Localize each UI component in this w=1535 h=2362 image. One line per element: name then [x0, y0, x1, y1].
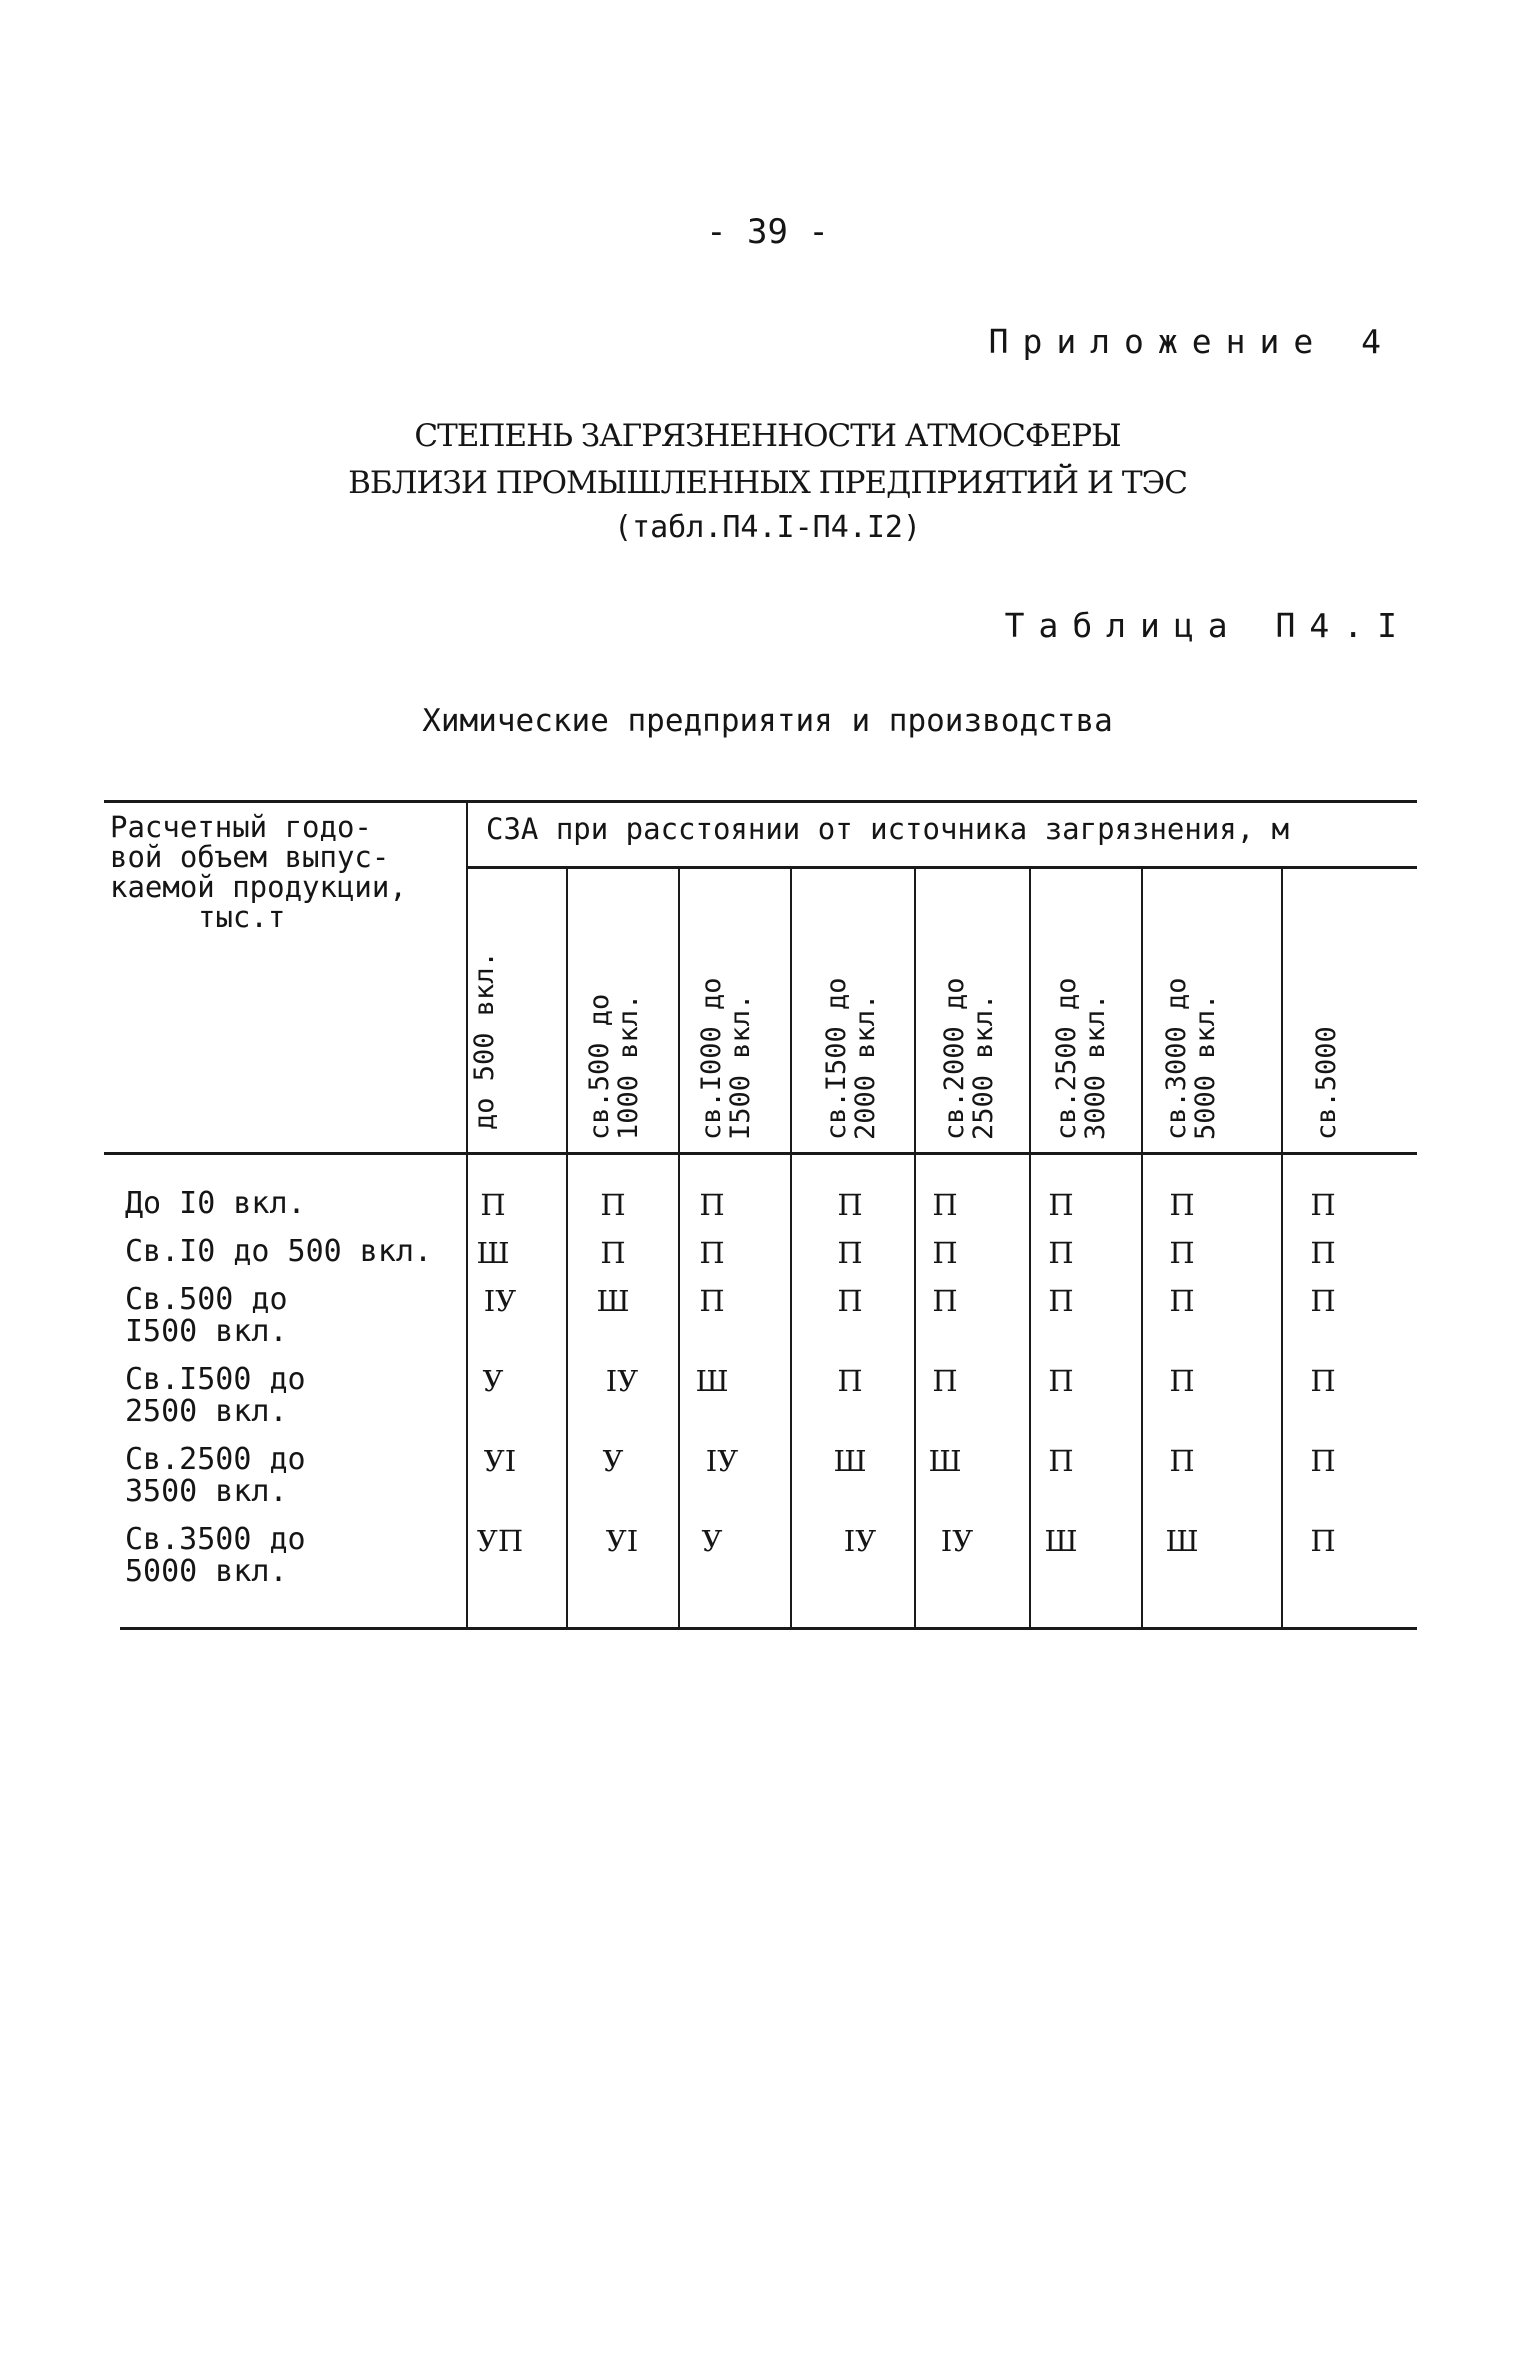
table-cell: П	[932, 1364, 958, 1398]
column-header-1: св.500 до 1000 вкл.	[584, 993, 644, 1140]
table-cell: П	[1048, 1236, 1074, 1270]
table-cell: П	[1310, 1524, 1336, 1558]
table-cell: У	[701, 1524, 723, 1558]
stub-header-line: каемой продукции,	[110, 870, 407, 904]
row-label-3: Св.I500 до 2500 вкл.	[125, 1362, 306, 1429]
table-cell: IУ	[483, 1284, 517, 1318]
row-label-5: Св.3500 до 5000 вкл.	[125, 1522, 306, 1589]
row-label-2: Св.500 до I500 вкл.	[125, 1282, 288, 1349]
table-subtitle: Химические предприятия и производства	[422, 703, 1113, 739]
column-header-4: св.2000 до 2500 вкл.	[939, 977, 999, 1140]
table-cell: У	[602, 1444, 624, 1478]
stub-header	[110, 812, 465, 932]
table-cell: П	[837, 1364, 863, 1398]
column-divider	[914, 868, 916, 1627]
column-header-5: св.2500 до 3000 вкл.	[1051, 977, 1111, 1140]
table-cell: П	[1048, 1444, 1074, 1478]
distance-span-header: СЗА при расстоянии от источника загрязнения, м	[486, 812, 1290, 846]
table-cell: IУ	[843, 1524, 877, 1558]
column-divider	[1141, 868, 1143, 1627]
column-header-6: св.3000 до 5000 вкл.	[1161, 977, 1221, 1140]
table-cell: П	[1310, 1284, 1336, 1318]
column-header-7: св.5000	[1311, 1026, 1342, 1140]
appendix-label: Приложение 4	[988, 322, 1395, 361]
page-number: - 39 -	[706, 212, 829, 252]
table-cell: П	[1169, 1284, 1195, 1318]
table-cell: УI	[605, 1524, 639, 1558]
table-cell: УI	[483, 1444, 517, 1478]
table-cell: П	[1169, 1236, 1195, 1270]
table-cell: П	[837, 1284, 863, 1318]
table-cell: П	[699, 1284, 725, 1318]
row-label-1: Св.I0 до 500 вкл.	[125, 1234, 433, 1269]
table-bottom-rule	[120, 1627, 1417, 1630]
table-cell: Ш	[596, 1284, 630, 1318]
table-cell: IУ	[940, 1524, 974, 1558]
document-title-line-1: СТЕПЕНЬ ЗАГРЯЗНЕННОСТИ АТМОСФЕРЫ	[414, 418, 1121, 454]
stub-header-unit: тыс.т	[198, 900, 286, 934]
table-cell: Ш	[928, 1444, 962, 1478]
column-divider	[566, 868, 568, 1627]
table-cell: П	[699, 1236, 725, 1270]
stub-divider	[466, 802, 468, 1627]
header-bottom-rule	[104, 1152, 1417, 1155]
table-cell: П	[1310, 1188, 1336, 1222]
table-cell: У	[482, 1364, 504, 1398]
table-cell: П	[932, 1236, 958, 1270]
column-header-2: св.I000 до I500 вкл.	[696, 977, 756, 1140]
table-cell: П	[600, 1188, 626, 1222]
table-cell: IУ	[705, 1444, 739, 1478]
table-cell: П	[1310, 1236, 1336, 1270]
table-cell: П	[1048, 1364, 1074, 1398]
document-title-line-2: ВБЛИЗИ ПРОМЫШЛЕННЫХ ПРЕДПРИЯТИЙ И ТЭС	[348, 465, 1187, 501]
table-cell: П	[1310, 1364, 1336, 1398]
column-divider	[1281, 868, 1283, 1627]
column-header-3: св.I500 до 2000 вкл.	[821, 977, 881, 1140]
table-cell: Ш	[695, 1364, 729, 1398]
table-cell: Ш	[1165, 1524, 1199, 1558]
table-cell: П	[1169, 1188, 1195, 1222]
table-cell: П	[837, 1188, 863, 1222]
table-cell: П	[1048, 1188, 1074, 1222]
table-label: Таблица П4.I	[1004, 606, 1411, 645]
stub-header-line: вой объем выпус-	[110, 840, 390, 874]
table-cell: Ш	[476, 1236, 510, 1270]
column-header-0: до 500 вкл.	[469, 951, 500, 1130]
row-label-0: До I0 вкл.	[125, 1186, 306, 1221]
table-cell: Ш	[833, 1444, 867, 1478]
table-cell: П	[600, 1236, 626, 1270]
table-cell: П	[1169, 1364, 1195, 1398]
table-cell: П	[1310, 1444, 1336, 1478]
table-cell: Ш	[1044, 1524, 1078, 1558]
table-cell: IУ	[605, 1364, 639, 1398]
row-label-4: Св.2500 до 3500 вкл.	[125, 1442, 306, 1509]
table-cell: П	[1169, 1444, 1195, 1478]
document-title-table-range: (табл.П4.I-П4.I2)	[613, 510, 922, 545]
table-cell: П	[699, 1188, 725, 1222]
table-cell: УП	[476, 1524, 524, 1558]
table-cell: П	[1048, 1284, 1074, 1318]
table-cell: П	[480, 1188, 506, 1222]
stub-header-line: Расчетный годо-	[110, 810, 372, 844]
column-divider	[1029, 868, 1031, 1627]
table-cell: П	[932, 1284, 958, 1318]
span-header-rule	[467, 866, 1417, 869]
table-top-rule	[104, 800, 1417, 803]
table-cell: П	[837, 1236, 863, 1270]
column-divider	[790, 868, 792, 1627]
table-cell: П	[932, 1188, 958, 1222]
column-divider	[678, 868, 680, 1627]
